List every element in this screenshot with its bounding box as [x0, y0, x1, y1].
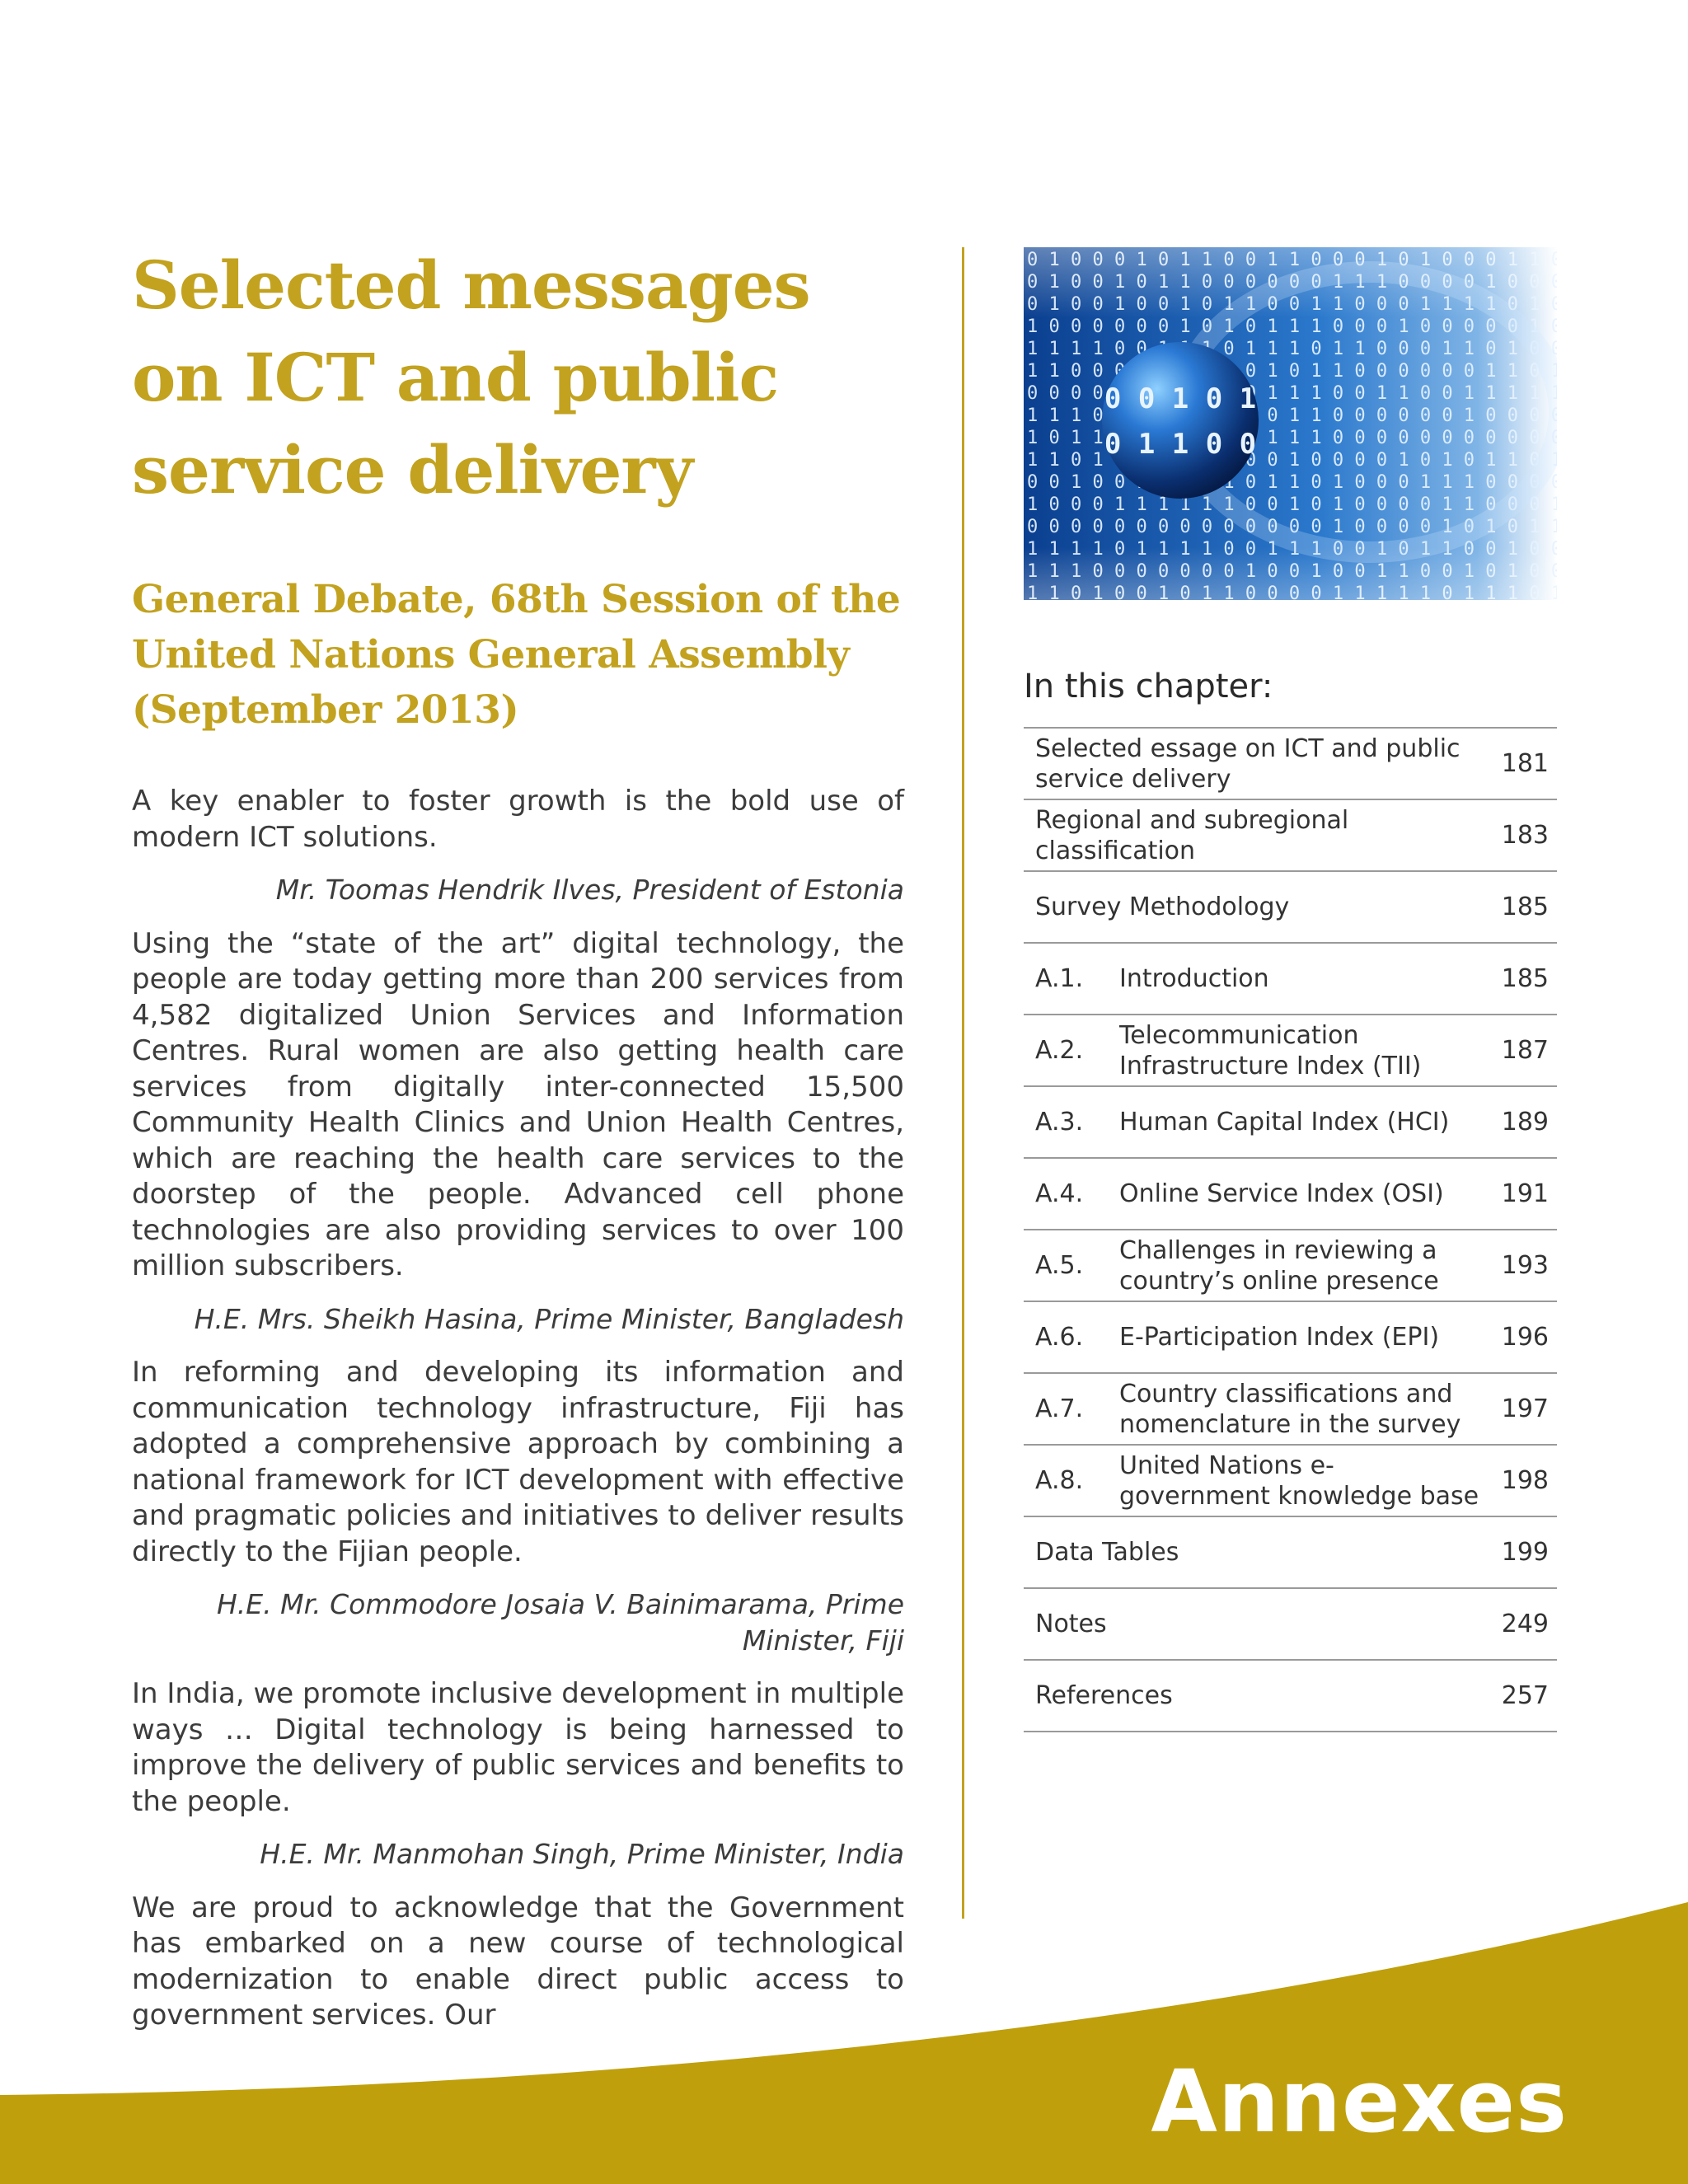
- toc-item[interactable]: [1024, 1159, 1557, 1230]
- toc-item-label: Introduction: [1119, 964, 1269, 993]
- message-quote: In India, we promote inclusive development in multiple ways … Digital technology is being harnessed to improve the delivery of public services and benefits to the people.: [132, 1677, 904, 1818]
- message-quote: We are proud to acknowledge that the Government has embarked on a new course of technological modernization to enable direct public access to government services. Our: [132, 1891, 904, 2032]
- toc-item[interactable]: [1024, 1661, 1557, 1732]
- toc-item-page: 196: [1501, 1323, 1549, 1352]
- toc-item-label: Regional and subregional classification: [1035, 805, 1349, 865]
- subtitle-line: United Nations General Assembly: [132, 632, 850, 677]
- toc-item-number: A.7.: [1035, 1394, 1084, 1423]
- toc-item[interactable]: [1024, 1302, 1557, 1374]
- toc-item-page: 187: [1501, 1036, 1549, 1065]
- toc-item-label: Selected essage on ICT and public service delivery: [1035, 733, 1461, 794]
- toc-item-page: 257: [1501, 1681, 1549, 1710]
- message-attribution: H.E. Mrs. Sheikh Hasina, Prime Minister, Bangladesh: [194, 1302, 904, 1335]
- toc-item-page: 193: [1501, 1251, 1549, 1280]
- page-subtitle: [132, 572, 923, 738]
- title-line: service delivery: [132, 431, 693, 509]
- chapter-contents: [1024, 727, 1557, 1732]
- toc-item-label: Data Tables: [1035, 1538, 1179, 1567]
- toc-item[interactable]: [1024, 1446, 1557, 1517]
- toc-item-number: A.6.: [1035, 1323, 1084, 1352]
- toc-item-page: 191: [1501, 1179, 1549, 1208]
- title-line: Selected messages: [132, 246, 810, 324]
- toc-item-page: 185: [1501, 893, 1549, 921]
- section-label: Annexes: [1151, 2051, 1568, 2152]
- toc-item-number: A.3.: [1035, 1108, 1084, 1137]
- toc-item[interactable]: [1024, 1517, 1557, 1589]
- message-quote: In reforming and developing its information and communication technology infrastructure, Fiji has adopted a comprehensive approach by combining a national framework for ICT development with effective and pragmatic policies and initiatives to deliver results directly to the Fijian people.: [132, 1356, 904, 1568]
- subtitle-line: (September 2013): [132, 687, 519, 733]
- toc-item-label: Human Capital Index (HCI): [1119, 1108, 1450, 1137]
- toc-item-page: 199: [1501, 1538, 1549, 1567]
- toc-item-label: Notes: [1035, 1610, 1107, 1638]
- subtitle-line: General Debate, 68th Session of the: [132, 577, 901, 622]
- title-line: on ICT and public: [132, 339, 779, 416]
- toc-item-label: Challenges in reviewing a country’s online presence: [1119, 1235, 1439, 1296]
- toc-item[interactable]: [1024, 1230, 1557, 1302]
- toc-item-page: 198: [1501, 1466, 1549, 1495]
- message-attribution: H.E. Mr. Commodore Josaia V. Bainimarama, Prime Minister, Fiji: [216, 1588, 904, 1657]
- message-quote: Using the “state of the art” digital technology, the people are today getting more than 200 services from 4,582 digitalized Union Services and Information Centres. Rural women are also getting health care services from digitally inter-connected 15,500 Community Health Clinics and Union Health Centres, which are reaching the health care services to the doorstep of the people. Advanced cell phone technologies are also providing services to over 100 million subscribers.: [132, 926, 904, 1282]
- toc-item-page: 197: [1501, 1394, 1549, 1423]
- toc-item[interactable]: [1024, 1374, 1557, 1446]
- toc-item-page: 183: [1501, 821, 1549, 850]
- toc-item[interactable]: [1024, 1087, 1557, 1159]
- toc-item-number: A.5.: [1035, 1251, 1084, 1280]
- toc-item-label: E-Participation Index (EPI): [1119, 1323, 1440, 1352]
- toc-item-page: 189: [1501, 1108, 1549, 1137]
- toc-item[interactable]: [1024, 729, 1557, 800]
- message-attribution: H.E. Mr. Manmohan Singh, Prime Minister, India: [260, 1838, 904, 1870]
- toc-item[interactable]: [1024, 872, 1557, 944]
- toc-item-page: 185: [1501, 964, 1549, 993]
- toc-item[interactable]: [1024, 800, 1557, 872]
- message-attribution: Mr. Toomas Hendrik Ilves, President of Estonia: [275, 874, 904, 906]
- toc-item-number: A.2.: [1035, 1036, 1084, 1065]
- toc-heading: In this chapter:: [1024, 668, 1273, 705]
- toc-item-label: Survey Methodology: [1035, 893, 1290, 921]
- toc-item-label: United Nations e-government knowledge base: [1119, 1451, 1479, 1511]
- toc-item[interactable]: [1024, 1589, 1557, 1661]
- messages-column: [132, 784, 904, 2050]
- toc-item-label: Online Service Index (OSI): [1119, 1179, 1444, 1208]
- toc-item-label: References: [1035, 1681, 1173, 1710]
- toc-item-page: 249: [1501, 1610, 1549, 1638]
- toc-item[interactable]: [1024, 944, 1557, 1015]
- toc-item-number: A.1.: [1035, 964, 1084, 993]
- toc-item[interactable]: [1024, 1015, 1557, 1087]
- message-quote: A key enabler to foster growth is the bold use of modern ICT solutions.: [132, 785, 904, 854]
- toc-item-page: 181: [1501, 749, 1549, 778]
- toc-item-number: A.4.: [1035, 1179, 1084, 1208]
- page-title: [132, 239, 923, 516]
- toc-item-number: A.8.: [1035, 1466, 1084, 1495]
- column-divider: [962, 247, 964, 1919]
- binary-globe-image: [1024, 247, 1557, 600]
- toc-item-label: Telecommunication Infrastructure Index (TII): [1119, 1020, 1422, 1080]
- toc-item-label: Country classifications and nomenclature in the survey: [1119, 1379, 1461, 1439]
